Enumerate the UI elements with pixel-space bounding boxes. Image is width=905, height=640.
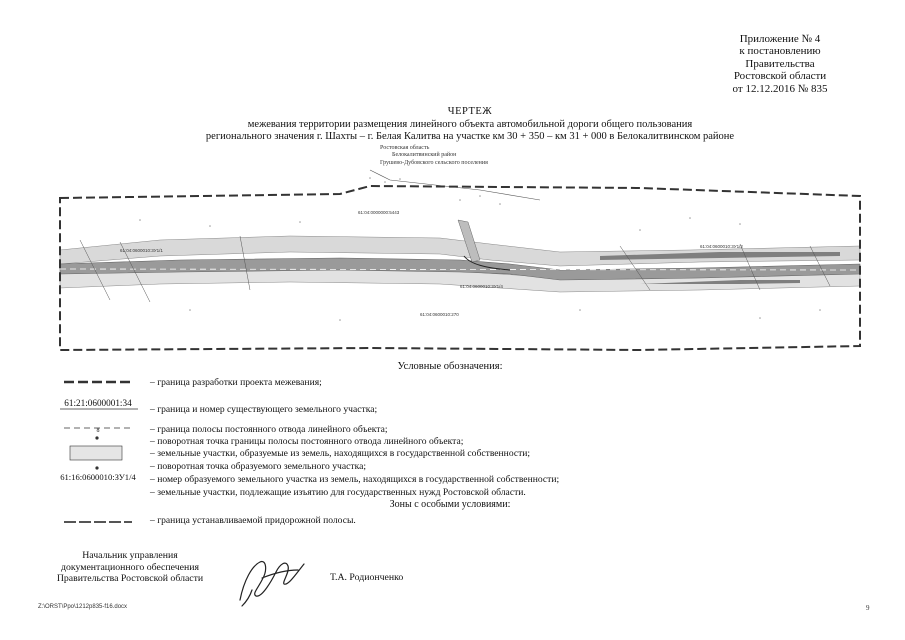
parcel-label: 61:04:0600010:3У1/2 — [700, 244, 743, 249]
signatory-position — [30, 550, 230, 585]
parcel-label: 61:04:0000000:5443 — [358, 210, 400, 215]
legend-item: – поворотная точка границы полосы постоянного отвода линейного объекта; — [150, 436, 464, 447]
legend-item: – земельные участки, подлежащие изъятию для государственных нужд Ростовской области. — [150, 487, 526, 498]
region-line: Белокалитвинский район — [392, 152, 457, 159]
region-line: Ростовская область — [380, 145, 430, 151]
legend-item: – земельные участки, образуемые из земель, находящихся в государственной собственности; — [150, 448, 531, 459]
point-symbol — [95, 466, 98, 469]
position-line: документационного обеспечения — [60, 561, 199, 573]
legend-title: Условные обозначения: — [397, 361, 503, 372]
region-line: Грушево-Дубовского сельского поселения — [380, 159, 488, 166]
new-parcel-symbol — [70, 446, 122, 460]
legend-symbols — [60, 372, 140, 532]
position-line: Начальник управления — [82, 550, 178, 561]
position-line: Правительства Ростовской области — [56, 573, 204, 585]
signatory-name: Т.А. Родионченко — [330, 572, 404, 583]
appendix-line: к постановлению — [739, 45, 821, 58]
title-heading: ЧЕРТЕЖ — [447, 106, 493, 117]
drawing-title — [150, 106, 790, 144]
appendix-line: Правительства — [745, 57, 815, 70]
file-path: Z:\ORST\Ppo\1212p835-f16.docx — [38, 604, 128, 610]
appendix-block — [700, 33, 860, 95]
turning-point-symbol — [95, 436, 98, 439]
appendix-line: от 12.12.2016 № 835 — [732, 82, 828, 95]
handwritten-signature — [232, 550, 312, 610]
existing-parcel-number: 61:21:0600001:34 — [64, 398, 132, 408]
legend-item: – поворотная точка образуемого земельного участка; — [150, 461, 367, 472]
new-parcel-number: 61:16:0600010:ЗУ1/4 — [60, 472, 136, 482]
legend-item: – граница разработки проекта межевания; — [150, 377, 322, 388]
title-line: межевания территории размещения линейного объекта автомобильной дороги общего пользования — [247, 118, 693, 130]
parcel-label: 61:04:0600010:3У1/1 — [120, 248, 163, 253]
page-number: 9 — [866, 604, 870, 612]
legend-item: – номер образуемого земельного участка из земель, находящихся в государственной собственности; — [150, 474, 560, 485]
legend-item: – граница и номер существующего земельного участка; — [150, 404, 378, 415]
title-line: регионального значения г. Шахты – г. Белая Калитва на участке км 30 + 350 – км 31 + 000 в Белокалитвинском районе — [205, 131, 735, 142]
parcel-label: 61:04:0600010:270 — [420, 312, 459, 317]
appendix-line: Приложение № 4 — [739, 33, 821, 45]
point-number: 8 — [96, 428, 100, 434]
legend-item: – граница полосы постоянного отвода линейного объекта; — [150, 424, 388, 435]
parcel-label: 61:04:0600010:3У1/4 — [460, 284, 503, 289]
survey-line — [370, 170, 540, 200]
survey-plan-drawing — [40, 160, 870, 360]
legend-item: – граница устанавливаемой придорожной полосы. — [150, 515, 356, 526]
appendix-line: Ростовской области — [733, 70, 827, 83]
zones-title: Зоны с особыми условиями: — [389, 499, 511, 510]
